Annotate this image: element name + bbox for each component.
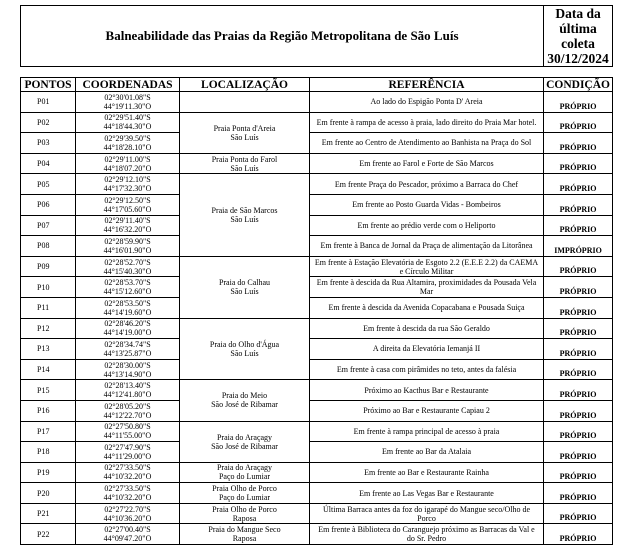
reference: A direita da Elevatória Iemanjá II xyxy=(310,339,544,360)
coordinates xyxy=(76,483,180,504)
municipality: Paço do Lumiar xyxy=(218,472,271,482)
location-cell xyxy=(180,503,310,524)
table-row xyxy=(21,112,613,133)
coordinates xyxy=(76,174,180,195)
condition-status: PRÓPRIO xyxy=(544,153,613,174)
beach-name: Praia do Olho d'Água xyxy=(209,339,280,349)
longitude: 44°17'05.60"O xyxy=(103,204,152,214)
coordinates xyxy=(76,380,180,401)
coordinates xyxy=(76,256,180,277)
location-cell xyxy=(180,92,310,113)
point-id: P15 xyxy=(21,380,76,401)
condition-status: PRÓPRIO xyxy=(544,359,613,380)
condition-status: PRÓPRIO xyxy=(544,380,613,401)
coordinates xyxy=(76,524,180,545)
beach-name: Praia do Calhau xyxy=(218,278,271,288)
reference: Em frente ao Bar da Atalaia xyxy=(310,442,544,463)
table-row xyxy=(21,256,613,277)
last-collection-date-box xyxy=(544,6,613,67)
location-cell xyxy=(180,483,310,504)
coordinates xyxy=(76,339,180,360)
latitude: 02°29'11.00"S xyxy=(104,154,151,164)
reference: Em frente à Biblioteca do Caranguejo próximo as Barracas da Val e do Sr. Pedro xyxy=(310,524,544,545)
municipality: São Luís xyxy=(230,287,259,297)
table-row xyxy=(21,92,613,113)
reference: Última Barraca antes da foz do igarapé do Mangue seco/Olho de Porco xyxy=(310,503,544,524)
point-id: P17 xyxy=(21,421,76,442)
table-row xyxy=(21,194,613,215)
condition-status: PRÓPRIO xyxy=(544,462,613,483)
point-id: P02 xyxy=(21,112,76,133)
condition-status: PRÓPRIO xyxy=(544,421,613,442)
location-cell xyxy=(180,380,310,421)
spacer-row xyxy=(21,67,613,78)
reference: Em frente à descida da Avenida Copacabana e Pousada Suiça xyxy=(310,297,544,318)
longitude: 44°11'55.00"O xyxy=(103,431,152,441)
location-cell xyxy=(180,524,310,545)
date-label-line2: última coleta xyxy=(559,21,597,51)
table-row xyxy=(21,483,613,504)
latitude: 02°27'50.80"S xyxy=(104,422,151,432)
latitude: 02°29'51.40"S xyxy=(104,113,151,123)
condition-status: PRÓPRIO xyxy=(544,503,613,524)
municipality: São José de Ribamar xyxy=(211,400,278,410)
reference: Em frente à Estação Elevatória de Esgoto 2.2 (E.E.E 2.2) da CAEMA e Círculo Militar xyxy=(310,256,544,277)
header-pontos: PONTOS xyxy=(21,78,76,92)
coordinates xyxy=(76,112,180,133)
location-cell xyxy=(180,153,310,174)
point-id: P01 xyxy=(21,92,76,113)
location-cell xyxy=(180,112,310,153)
coordinates xyxy=(76,400,180,421)
longitude: 44°10'36.20"O xyxy=(103,513,152,523)
reference: Ao lado do Espigão Ponta D' Areia xyxy=(310,92,544,113)
latitude: 02°28'53.70"S xyxy=(104,278,151,288)
reference: Próximo ao Bar e Restaurante Capiau 2 xyxy=(310,400,544,421)
coordinates xyxy=(76,442,180,463)
beach-name: Praia do Mangue Seco xyxy=(208,525,281,535)
latitude: 02°30'01.08"S xyxy=(104,92,151,102)
point-id: P07 xyxy=(21,215,76,236)
coordinates xyxy=(76,133,180,154)
point-id: P18 xyxy=(21,442,76,463)
coordinates xyxy=(76,215,180,236)
beach-name: Praia do Araçagy xyxy=(216,432,273,442)
municipality: Raposa xyxy=(232,534,257,544)
longitude: 44°14'19.00"O xyxy=(103,328,152,338)
longitude: 44°16'32.20"O xyxy=(103,225,152,235)
longitude: 44°15'40.30"O xyxy=(103,266,152,276)
condition-status: PRÓPRIO xyxy=(544,112,613,133)
coordinates xyxy=(76,236,180,257)
collection-date: 30/12/2024 xyxy=(547,51,609,66)
longitude: 44°11'29.00"O xyxy=(103,451,152,461)
longitude: 44°09'47.20"O xyxy=(103,534,152,544)
table-row xyxy=(21,421,613,442)
column-headers xyxy=(21,78,613,92)
latitude: 02°29'39.50"S xyxy=(104,133,151,143)
latitude: 02°27'33.50"S xyxy=(104,463,151,473)
table-row xyxy=(21,359,613,380)
point-id: P04 xyxy=(21,153,76,174)
table-row xyxy=(21,297,613,318)
latitude: 02°28'53.50"S xyxy=(104,298,151,308)
table-row xyxy=(21,462,613,483)
table-row xyxy=(21,174,613,195)
header-coordenadas: COORDENADAS xyxy=(76,78,180,92)
longitude: 44°13'14.90"O xyxy=(103,369,152,379)
point-id: P16 xyxy=(21,400,76,421)
reference: Em frente Praça do Pescador, próximo a Barraca do Chef xyxy=(310,174,544,195)
longitude: 44°17'32.30"O xyxy=(103,184,152,194)
coordinates xyxy=(76,153,180,174)
reference: Em frente ao Bar e Restaurante Rainha xyxy=(310,462,544,483)
location-cell xyxy=(180,462,310,483)
table-row xyxy=(21,442,613,463)
reference: Em frente ao Posto Guarda Vidas - Bombeiros xyxy=(310,194,544,215)
reference: Em frente à descida da Rua Altamira, proximidades da Pousada Vela Mar xyxy=(310,277,544,298)
point-id: P05 xyxy=(21,174,76,195)
municipality: São Luís xyxy=(230,215,259,225)
condition-status: PRÓPRIO xyxy=(544,483,613,504)
condition-status: PRÓPRIO xyxy=(544,277,613,298)
latitude: 02°27'22.70"S xyxy=(104,504,151,514)
coordinates xyxy=(76,503,180,524)
point-id: P11 xyxy=(21,297,76,318)
latitude: 02°28'30.00"S xyxy=(104,360,151,370)
condition-status: PRÓPRIO xyxy=(544,133,613,154)
beach-name: Praia do Meio xyxy=(221,391,268,401)
longitude: 44°14'19.60"O xyxy=(103,307,152,317)
latitude: 02°28'59.90"S xyxy=(104,236,151,246)
coordinates xyxy=(76,297,180,318)
latitude: 02°28'52.70"S xyxy=(104,257,151,267)
reference: Em frente à Banca de Jornal da Praça de alimentação da Litorânea xyxy=(310,236,544,257)
header-referencia: REFERÊNCIA xyxy=(310,78,544,92)
table-row xyxy=(21,133,613,154)
table-body xyxy=(21,92,613,545)
latitude: 02°28'05.20"S xyxy=(104,401,151,411)
latitude: 02°29'11.40"S xyxy=(104,216,151,226)
table-row xyxy=(21,400,613,421)
longitude: 44°12'22.70"O xyxy=(103,410,152,420)
condition-status: PRÓPRIO xyxy=(544,442,613,463)
latitude: 02°28'34.74"S xyxy=(104,339,151,349)
location-cell xyxy=(180,256,310,318)
longitude: 44°13'25.87"O xyxy=(103,348,152,358)
condition-status: PRÓPRIO xyxy=(544,524,613,545)
date-label-line1: Data da xyxy=(555,6,601,21)
point-id: P06 xyxy=(21,194,76,215)
longitude: 44°19'11.30"O xyxy=(103,101,152,111)
reference: Em frente ao prédio verde com o Heliporto xyxy=(310,215,544,236)
latitude: 02°29'12.50"S xyxy=(104,195,151,205)
longitude: 44°18'44.30"O xyxy=(103,122,152,132)
beach-name: Praia Olho de Porco xyxy=(212,504,277,514)
point-id: P21 xyxy=(21,503,76,524)
reference: Em frente ao Las Vegas Bar e Restaurante xyxy=(310,483,544,504)
reference: Próximo ao Kacthus Bar e Restaurante xyxy=(310,380,544,401)
header-localizacao: LOCALIZAÇÃO xyxy=(180,78,310,92)
coordinates xyxy=(76,421,180,442)
longitude: 44°15'12.60"O xyxy=(103,287,152,297)
reference: Em frente à rampa principal de acesso à praia xyxy=(310,421,544,442)
reference: Em frente à rampa de acesso à praia, lado direito do Praia Mar hotel. xyxy=(310,112,544,133)
latitude: 02°28'13.40"S xyxy=(104,381,151,391)
coordinates xyxy=(76,194,180,215)
table-row xyxy=(21,380,613,401)
beach-name: Praia Olho de Porco xyxy=(212,484,277,494)
header-condicao: CONDIÇÃO xyxy=(544,78,613,92)
municipality: Raposa xyxy=(232,513,257,523)
beach-name: Praia do Araçagy xyxy=(216,463,273,473)
table-row xyxy=(21,215,613,236)
point-id: P19 xyxy=(21,462,76,483)
point-id: P03 xyxy=(21,133,76,154)
coordinates xyxy=(76,462,180,483)
longitude: 44°16'01.90"O xyxy=(103,245,152,255)
balneability-report xyxy=(20,5,612,544)
condition-status: PRÓPRIO xyxy=(544,174,613,195)
longitude: 44°10'32.20"O xyxy=(103,472,152,482)
point-id: P22 xyxy=(21,524,76,545)
table-row xyxy=(21,524,613,545)
latitude: 02°27'47.90"S xyxy=(104,442,151,452)
location-cell xyxy=(180,318,310,380)
latitude: 02°27'33.50"S xyxy=(104,484,151,494)
condition-status: PRÓPRIO xyxy=(544,400,613,421)
condition-status: PRÓPRIO xyxy=(544,92,613,113)
table-row xyxy=(21,339,613,360)
latitude: 02°29'12.10"S xyxy=(104,175,151,185)
point-id: P14 xyxy=(21,359,76,380)
municipality: São Luís xyxy=(230,163,259,173)
municipality: São Luís xyxy=(230,132,259,142)
table-row xyxy=(21,236,613,257)
beach-name: Praia Ponta do Farol xyxy=(211,154,278,164)
coordinates xyxy=(76,277,180,298)
longitude: 44°10'32.20"O xyxy=(103,493,152,503)
reference: Em frente à casa com pirâmides no teto, antes da falésia xyxy=(310,359,544,380)
condition-status: PRÓPRIO xyxy=(544,215,613,236)
reference: Em frente à descida da rua São Geraldo xyxy=(310,318,544,339)
beach-name: Praia Ponta d'Areia xyxy=(213,123,276,133)
condition-status: PRÓPRIO xyxy=(544,194,613,215)
reference: Em frente ao Centro de Atendimento ao Banhista na Praça do Sol xyxy=(310,133,544,154)
point-id: P13 xyxy=(21,339,76,360)
municipality: São Luís xyxy=(230,348,259,358)
longitude: 44°18'28.10"O xyxy=(103,142,152,152)
municipality: São José de Ribamar xyxy=(211,441,278,451)
point-id: P20 xyxy=(21,483,76,504)
location-cell xyxy=(180,421,310,462)
location-cell xyxy=(180,174,310,256)
latitude: 02°27'00.40"S xyxy=(104,525,151,535)
report-title: Balneabilidade das Praias da Região Metropolitana de São Luís xyxy=(21,6,544,67)
report-table xyxy=(20,5,613,545)
condition-status: PRÓPRIO xyxy=(544,297,613,318)
table-row xyxy=(21,318,613,339)
point-id: P09 xyxy=(21,256,76,277)
municipality: Paço do Lumiar xyxy=(218,493,271,503)
coordinates xyxy=(76,359,180,380)
latitude: 02°28'46.20"S xyxy=(104,319,151,329)
table-row xyxy=(21,153,613,174)
longitude: 44°12'41.80"O xyxy=(103,390,152,400)
condition-status: PRÓPRIO xyxy=(544,339,613,360)
condition-status: PRÓPRIO xyxy=(544,256,613,277)
coordinates xyxy=(76,92,180,113)
point-id: P10 xyxy=(21,277,76,298)
table-row xyxy=(21,503,613,524)
beach-name: Praia de São Marcos xyxy=(211,206,278,216)
coordinates xyxy=(76,318,180,339)
longitude: 44°18'07.20"O xyxy=(103,163,152,173)
condition-status: IMPRÓPRIO xyxy=(544,236,613,257)
reference: Em frente ao Farol e Forte de São Marcos xyxy=(310,153,544,174)
point-id: P08 xyxy=(21,236,76,257)
condition-status: PRÓPRIO xyxy=(544,318,613,339)
point-id: P12 xyxy=(21,318,76,339)
table-row xyxy=(21,277,613,298)
